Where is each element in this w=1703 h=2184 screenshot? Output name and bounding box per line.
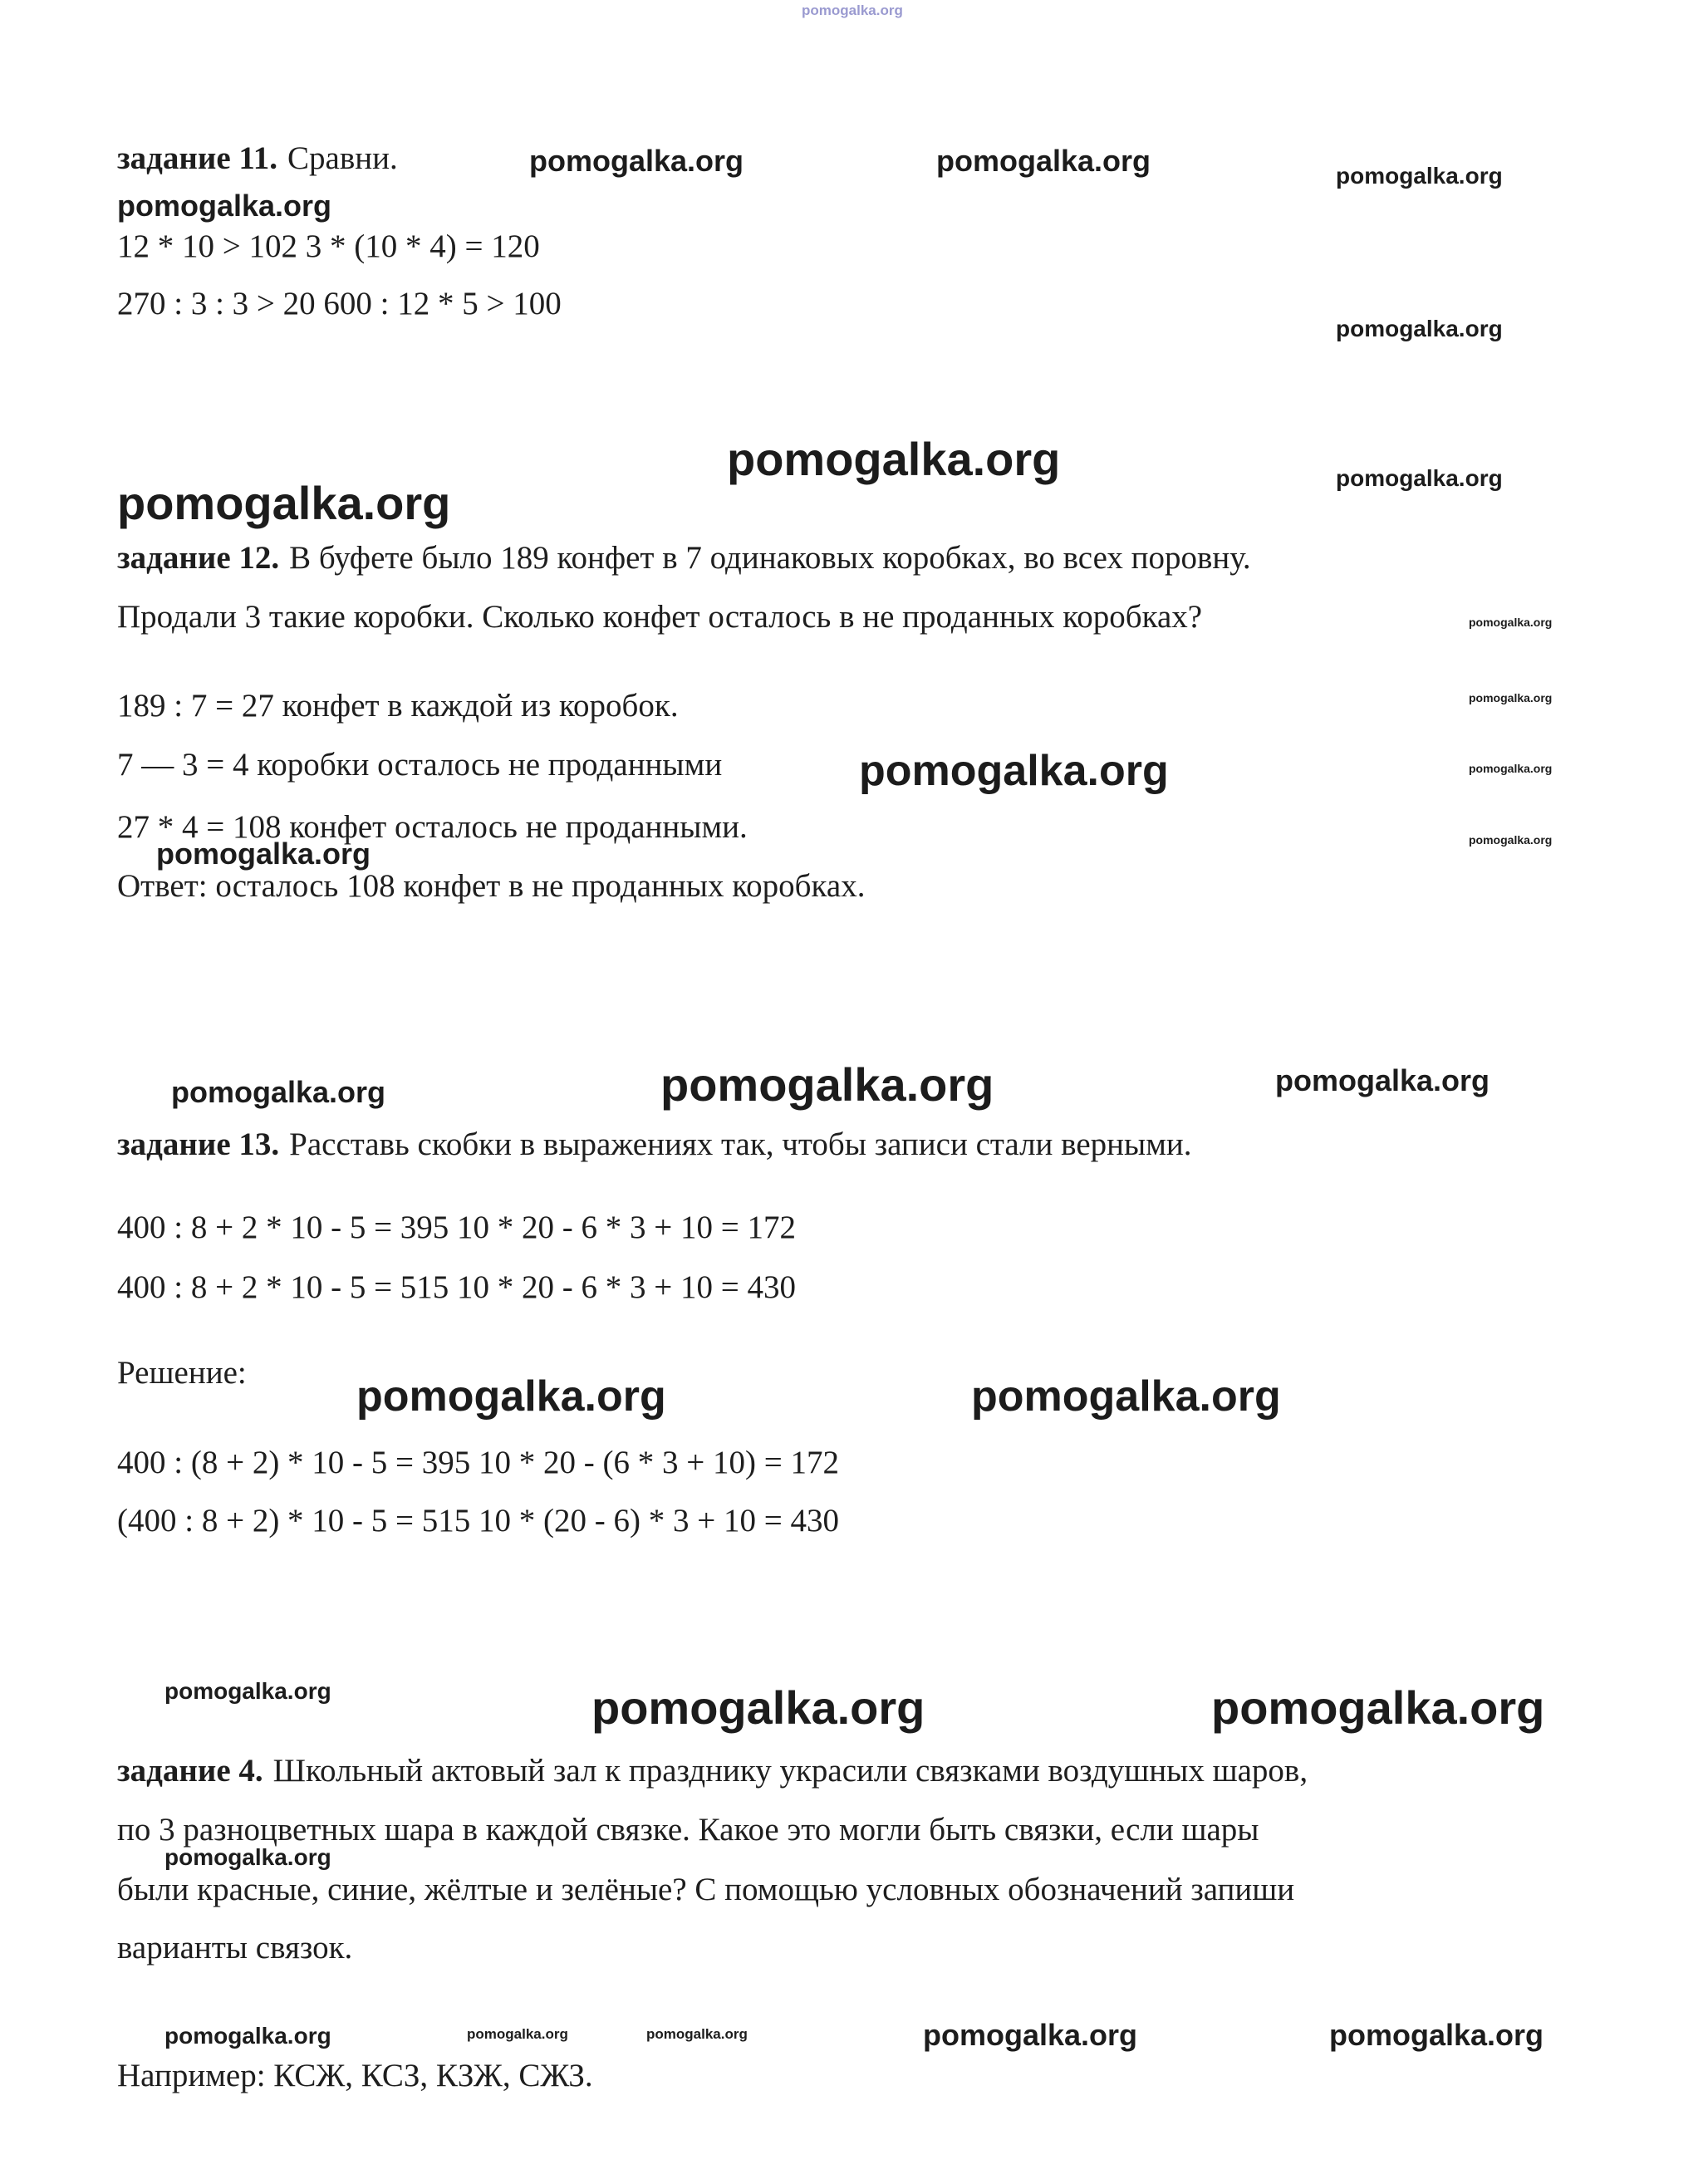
watermark: pomogalka.org xyxy=(117,189,332,223)
task13-given-1: 400 : 8 + 2 * 10 - 5 = 395 10 * 20 - 6 * 3 + 10 = 172 xyxy=(117,1210,797,1245)
task12-answer: Ответ: осталось 108 конфет в не проданных коробках. xyxy=(117,868,866,904)
task11-title: Сравни. xyxy=(287,140,398,176)
watermark: pomogalka.org xyxy=(660,1058,994,1111)
task13-given-2: 400 : 8 + 2 * 10 - 5 = 515 10 * 20 - 6 * 3 + 10 = 430 xyxy=(117,1269,797,1305)
watermark: pomogalka.org xyxy=(164,1844,331,1870)
task13-statement: Расставь скобки в выражениях так, чтобы записи стали верными. xyxy=(289,1126,1192,1162)
watermark: pomogalka.org xyxy=(923,2018,1138,2052)
task12-label: задание 12. xyxy=(117,540,280,576)
watermark: pomogalka.org xyxy=(971,1372,1281,1421)
watermark: pomogalka.org xyxy=(727,433,1061,485)
task4-statement-line2: по 3 разноцветных шара в каждой связке. Какое это могли быть связки, если шары xyxy=(117,1812,1259,1848)
watermark: pomogalka.org xyxy=(1469,691,1553,704)
watermark: pomogalka.org xyxy=(156,837,371,871)
watermark: pomogalka.org xyxy=(356,1372,666,1421)
task13-label: задание 13. xyxy=(117,1126,280,1162)
watermark: pomogalka.org xyxy=(529,144,744,178)
watermark: pomogalka.org xyxy=(1336,316,1503,341)
task13-solution-label: Решение: xyxy=(117,1355,247,1391)
task4-heading xyxy=(117,1752,1308,1791)
watermark: pomogalka.org xyxy=(859,747,1169,795)
task4-label: задание 4. xyxy=(117,1753,263,1789)
task13-heading xyxy=(117,1126,1192,1165)
watermark: pomogalka.org xyxy=(591,1681,925,1734)
watermark: pomogalka.org xyxy=(1469,762,1553,775)
task13-solution-1: 400 : (8 + 2) * 10 - 5 = 395 10 * 20 - (6 * 3 + 10) = 172 xyxy=(117,1445,839,1480)
watermark: pomogalka.org xyxy=(467,2026,568,2042)
task4-statement-line4: варианты связок. xyxy=(117,1930,353,1966)
watermark: pomogalka.org xyxy=(936,144,1151,178)
watermark: pomogalka.org xyxy=(164,2023,331,2049)
watermark: pomogalka.org xyxy=(171,1075,386,1109)
watermark: pomogalka.org xyxy=(1329,2018,1544,2052)
task4-example: Например: КСЖ, КСЗ, КЗЖ, СЖЗ. xyxy=(117,2058,593,2093)
watermark: pomogalka.org xyxy=(802,2,903,18)
task4-statement-line1: Школьный актовый зал к празднику украсили связками воздушных шаров, xyxy=(272,1753,1308,1789)
watermark: pomogalka.org xyxy=(1469,616,1553,629)
watermark: pomogalka.org xyxy=(1336,163,1503,189)
task12-heading xyxy=(117,539,1251,578)
task12-step3: 27 * 4 = 108 конфет осталось не проданными. xyxy=(117,809,748,845)
watermark: pomogalka.org xyxy=(1469,833,1553,847)
task12-statement-line2: Продали 3 такие коробки. Сколько конфет осталось в не проданных коробках? xyxy=(117,599,1203,635)
watermark: pomogalka.org xyxy=(1211,1681,1545,1734)
task11-label: задание 11. xyxy=(117,140,278,176)
task11-expression-2: 270 : 3 : 3 > 20 600 : 12 * 5 > 100 xyxy=(117,286,562,321)
task11-expression-1: 12 * 10 > 102 3 * (10 * 4) = 120 xyxy=(117,228,540,264)
task4-statement-line3: были красные, синие, жёлтые и зелёные? С помощью условных обозначений запиши xyxy=(117,1872,1295,1907)
task12-step1: 189 : 7 = 27 конфет в каждой из коробок. xyxy=(117,688,679,724)
task12-statement-line1: В буфете было 189 конфет в 7 одинаковых коробках, во всех поровну. xyxy=(289,540,1251,576)
watermark: pomogalka.org xyxy=(1275,1063,1490,1097)
task11-heading xyxy=(117,140,398,179)
watermark: pomogalka.org xyxy=(646,2026,748,2042)
watermark: pomogalka.org xyxy=(117,477,451,529)
watermark: pomogalka.org xyxy=(1336,465,1503,491)
task12-step2: 7 — 3 = 4 коробки осталось не проданными xyxy=(117,747,723,783)
task13-solution-2: (400 : 8 + 2) * 10 - 5 = 515 10 * (20 - 6) * 3 + 10 = 430 xyxy=(117,1503,839,1539)
watermark: pomogalka.org xyxy=(164,1678,331,1704)
